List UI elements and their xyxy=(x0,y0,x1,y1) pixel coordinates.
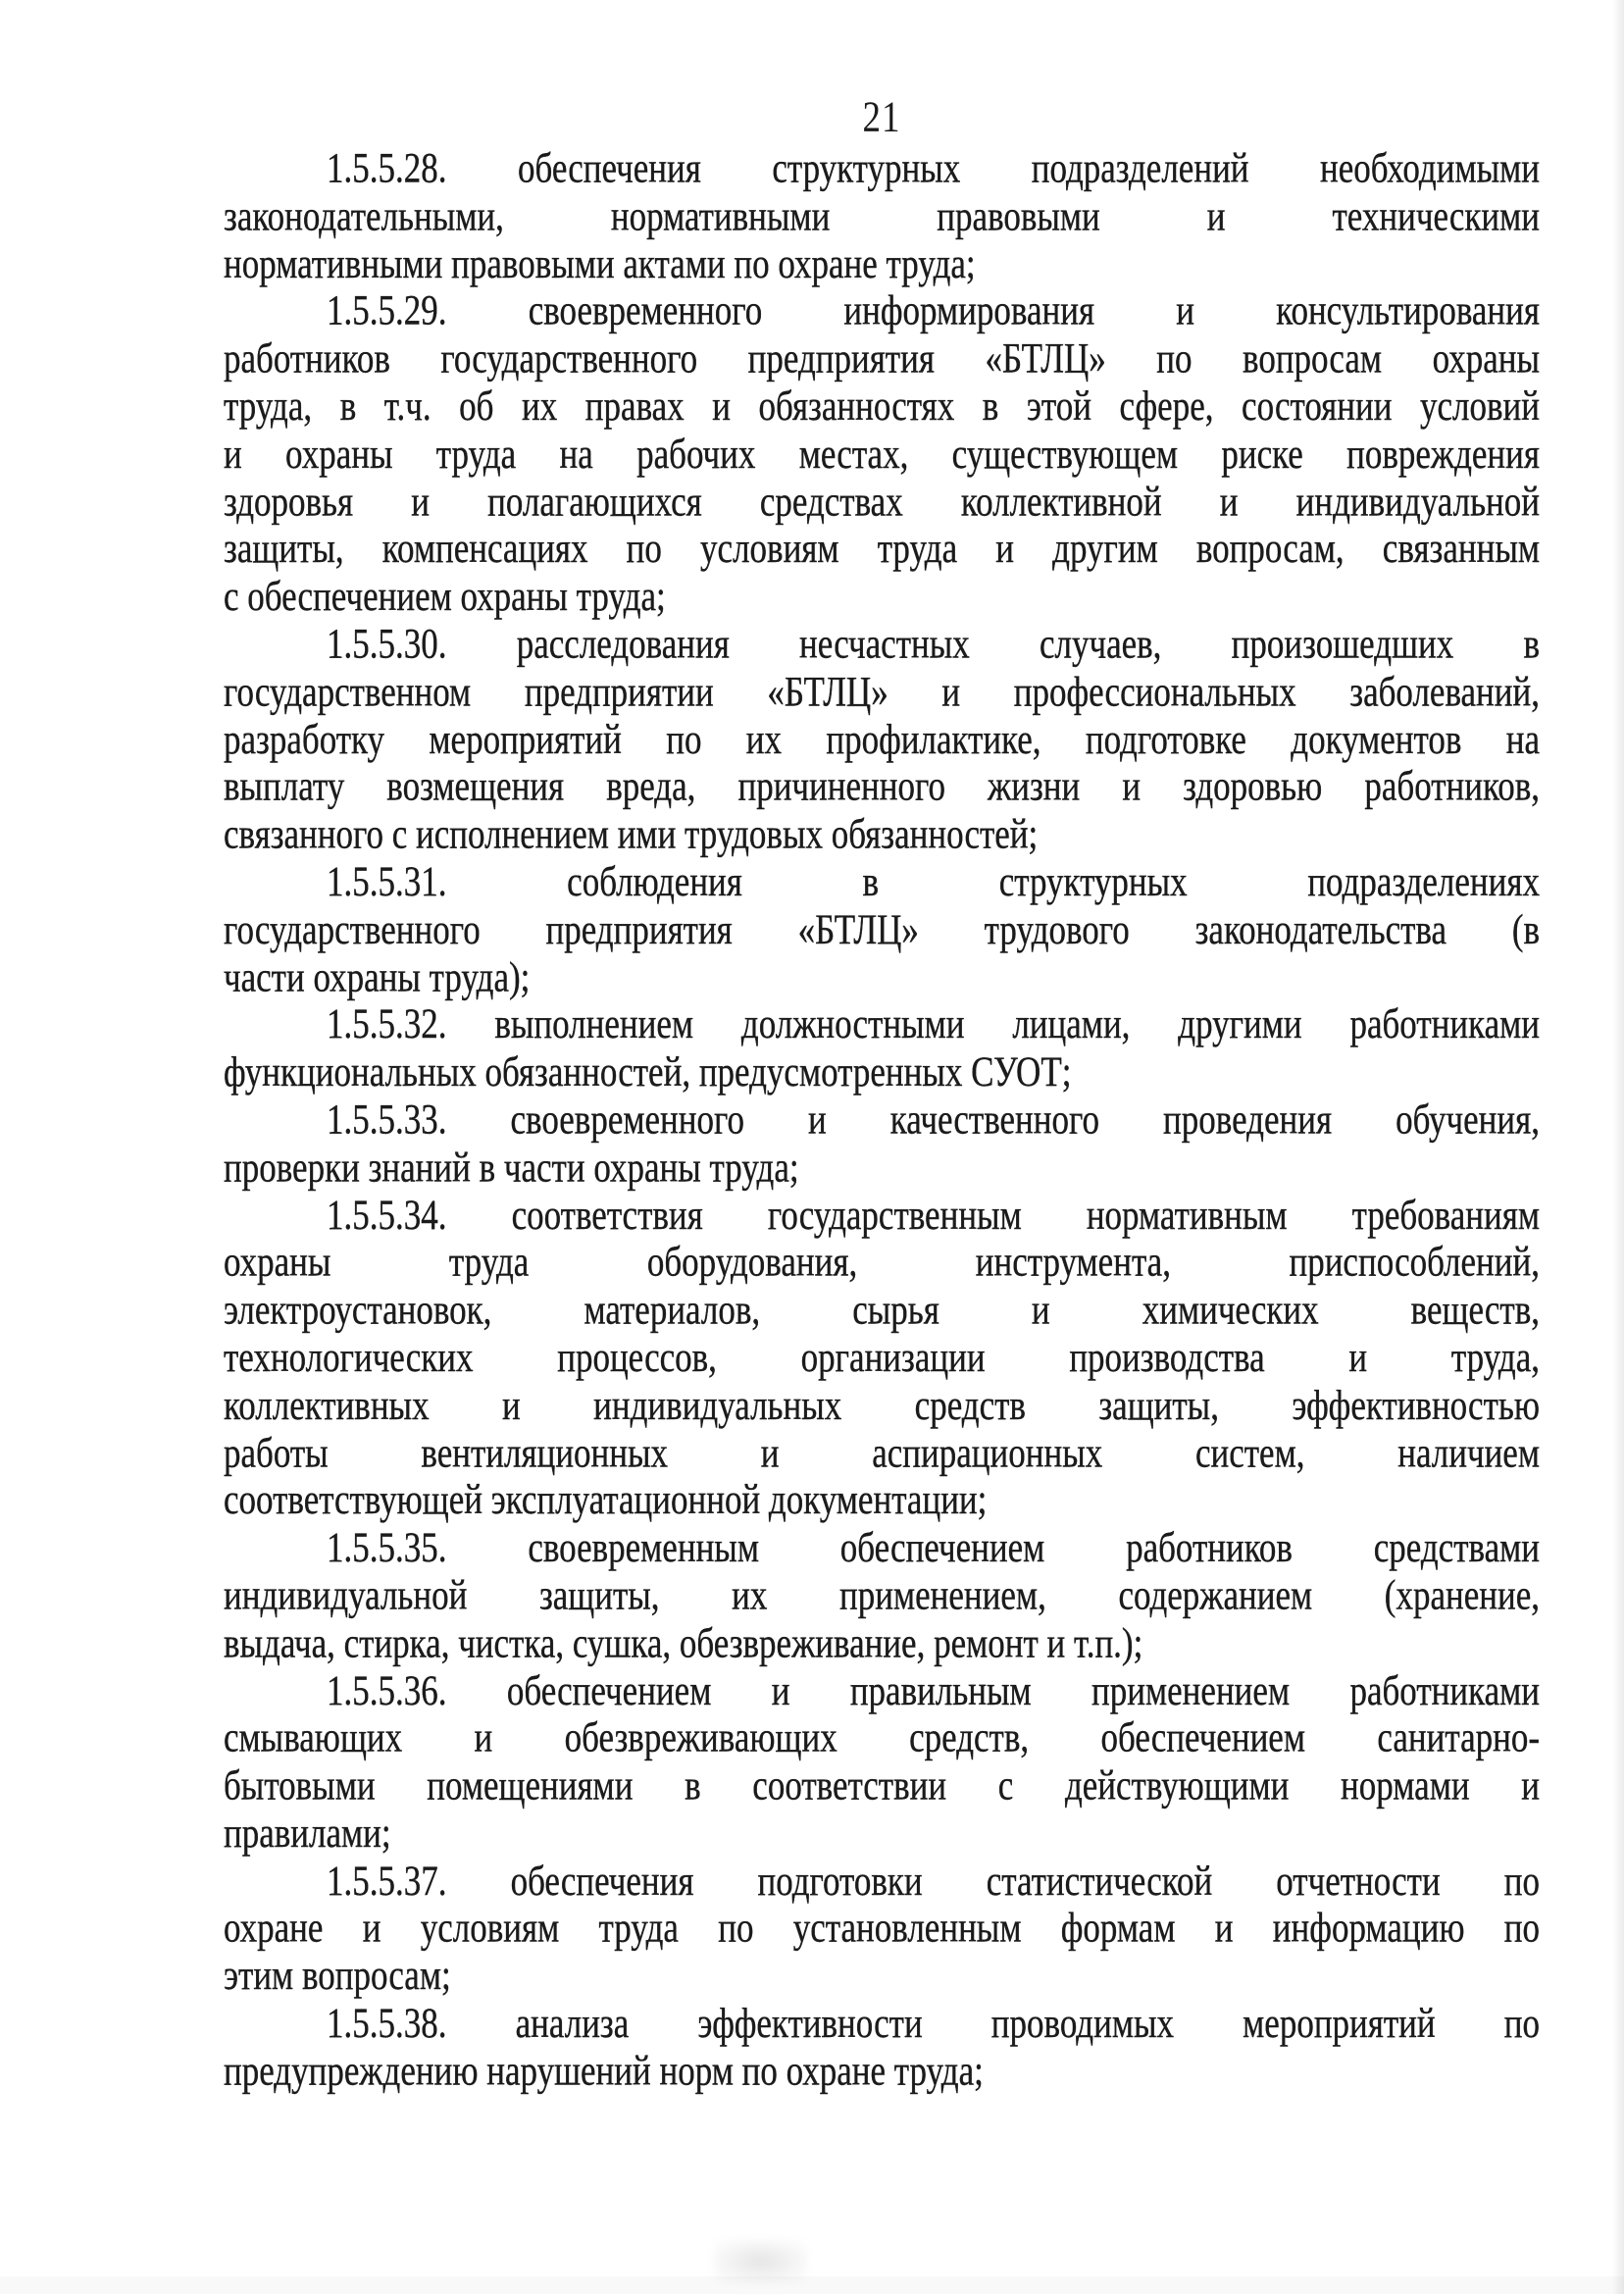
text-line: электроустановок, материалов, сырья и химических веществ, xyxy=(224,1285,1540,1334)
text-line: проверки знаний в части охраны труда; xyxy=(224,1143,799,1191)
text-line: работы вентиляционных и аспирационных систем, наличием xyxy=(224,1428,1540,1476)
text-line: предупреждению нарушений норм по охране труда; xyxy=(224,2046,984,2095)
text-line: 1.5.5.37. обеспечения подготовки статистической отчетности по xyxy=(327,1856,1540,1905)
paragraph xyxy=(224,1858,1540,2000)
text-line: охраны труда оборудования, инструмента, приспособлений, xyxy=(224,1238,1540,1286)
text-line: 1.5.5.33. своевременного и качественного проведения обучения, xyxy=(327,1095,1540,1144)
text-line: 1.5.5.30. расследования несчастных случаев, произошедших в xyxy=(327,619,1540,668)
document-body xyxy=(224,145,1540,2095)
text-line: государственного предприятия «БТЛЦ» трудового законодательства (в xyxy=(224,904,1540,953)
text-line: соответствующей эксплуатационной документации; xyxy=(224,1475,988,1524)
text-line: части охраны труда); xyxy=(224,952,531,1000)
text-line: защиты, компенсациях по условиям труда и другим вопросам, связанным xyxy=(224,524,1540,573)
paragraph xyxy=(224,1524,1540,1666)
paragraph xyxy=(224,1096,1540,1192)
text-line: государственном предприятии «БТЛЦ» и профессиональных заболеваний, xyxy=(224,667,1540,715)
paragraph xyxy=(224,145,1540,287)
text-line: правилами; xyxy=(224,1809,391,1857)
scan-bottom-band xyxy=(0,2276,1624,2294)
text-line: выдача, стирка, чистка, сушка, обезвреживание, ремонт и т.п.); xyxy=(224,1618,1143,1666)
text-line: 1.5.5.28. обеспечения структурных подразделений необходимыми xyxy=(327,143,1540,192)
text-line: 1.5.5.36. обеспечением и правильным применением работниками xyxy=(327,1665,1540,1714)
text-line: охране и условиям труда по установленным формам и информацию по xyxy=(224,1904,1540,1952)
text-line: связанного с исполнением ими трудовых обязанностей; xyxy=(224,809,1039,858)
text-line: 1.5.5.38. анализа эффективности проводимых мероприятий по xyxy=(327,1999,1540,2047)
text-line: смывающих и обезвреживающих средств, обеспечением санитарно- xyxy=(224,1713,1540,1761)
text-line: 1.5.5.35. своевременным обеспечением работников средствами xyxy=(327,1523,1540,1571)
text-line: 1.5.5.29. своевременного информирования и консультирования xyxy=(327,286,1540,334)
text-line: выплату возмещения вреда, причиненного жизни и здоровью работников, xyxy=(224,762,1540,810)
paragraph xyxy=(224,621,1540,858)
text-line: индивидуальной защиты, их применением, содержанием (хранение, xyxy=(224,1570,1540,1619)
paragraph xyxy=(224,287,1540,620)
text-line: и охраны труда на рабочих местах, существующем риске повреждения xyxy=(224,429,1540,478)
text-line: законодательными, нормативными правовыми и техническими xyxy=(224,191,1540,239)
text-line: технологических процессов, организации производства и труда, xyxy=(224,1333,1540,1381)
text-line: коллективных и индивидуальных средств защиты, эффективностью xyxy=(224,1380,1540,1429)
page-number: 21 xyxy=(862,93,901,142)
scan-smudge-artifact xyxy=(714,2240,807,2283)
text-line: с обеспечением охраны труда; xyxy=(224,572,666,620)
scan-edge-shadow xyxy=(1612,0,1624,2294)
text-line: функциональных обязанностей, предусмотренных СУОТ; xyxy=(224,1047,1072,1096)
paragraph xyxy=(224,1192,1540,1524)
text-line: этим вопросам; xyxy=(224,1951,451,2000)
text-line: труда, в т.ч. об их правах и обязанностях в этой сфере, состоянии условий xyxy=(224,382,1540,430)
text-line: 1.5.5.31. соблюдения в структурных подразделениях xyxy=(327,857,1540,905)
text-line: 1.5.5.34. соответствия государственным нормативным требованиям xyxy=(327,1190,1540,1239)
text-line: здоровья и полагающихся средствах коллективной и индивидуальной xyxy=(224,477,1540,525)
text-line: бытовыми помещениями в соответствии с действующими нормами и xyxy=(224,1760,1540,1810)
paragraph xyxy=(224,2000,1540,2095)
text-line: работников государственного предприятия «БТЛЦ» по вопросам охраны xyxy=(224,333,1540,382)
paragraph xyxy=(224,1667,1540,1858)
text-line: нормативными правовыми актами по охране труда; xyxy=(224,238,976,287)
paragraph xyxy=(224,1001,1540,1096)
text-line: 1.5.5.32. выполнением должностными лицами, другими работниками xyxy=(327,999,1540,1048)
text-line: разработку мероприятий по их профилактике, подготовке документов на xyxy=(224,714,1540,763)
paragraph xyxy=(224,858,1540,1000)
